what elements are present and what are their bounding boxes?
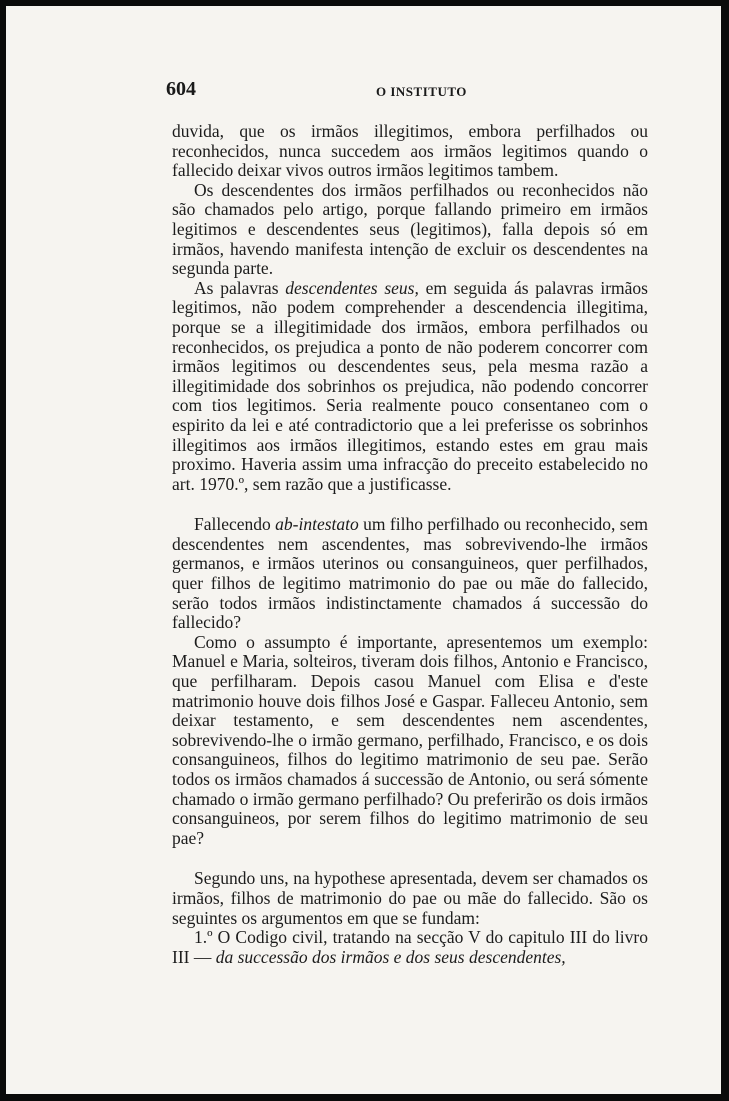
page-number: 604 xyxy=(166,78,196,100)
paragraph-1: duvida, que os irmãos illegitimos, embora perfilhados ou reconhecidos, nunca succedem aos irmãos legitimos quando o fallecido deixar vivos outros irmãos legitimos tambem. xyxy=(172,121,648,181)
paragraph-7-text-a: 1.º O Codigo civil, tratando na secção V do capitulo III do livro III — xyxy=(172,927,648,967)
body-text xyxy=(172,122,648,967)
book-page xyxy=(6,6,721,1094)
paragraph-3 xyxy=(172,279,648,495)
paragraph-6: Segundo uns, na hypothese apresentada, devem ser chamados os irmãos, filhos de matrimonio do pae ou mãe do fallecido. São os seguintes os argumentos em que se fundam: xyxy=(172,868,648,928)
paragraph-2: Os descendentes dos irmãos perfilhados ou reconhecidos não são chamados pelo artigo, porque fallando primeiro em irmãos legitimos e descendentes seus (legitimos), falla depois só em irmãos, havendo manifesta intenção de excluir os descendentes na segunda parte. xyxy=(172,179,648,279)
paragraph-4 xyxy=(172,515,648,633)
paragraph-4-text-a: Fallecendo xyxy=(194,514,276,535)
paragraph-3-emphasis: descendentes seus, xyxy=(285,277,419,298)
paragraph-5: Como o assumpto é importante, apresentemos um exemplo: Manuel e Maria, solteiros, tiveram dois filhos, Antonio e Francisco, que perfilharam. Depois casou Manuel com Elisa e d'este matrimonio houve dois filhos José e Gaspar. Falleceu Antonio, sem deixar testamento, e sem descendentes nem ascendentes, sobrevivendo-lhe o irmão germano, perfilhado, Francisco, e os dois consanguineos, filhos do legitimo matrimonio de seu pae. Serão todos os irmãos chamados á successão de Antonio, ou será sómente chamado o irmão germano perfilhado? Ou preferirão os dois irmãos consanguineos, por serem filhos do legitimo matrimonio de seu pae? xyxy=(172,631,648,848)
paragraph-3-text-a: As palavras xyxy=(194,277,286,298)
paragraph-7 xyxy=(172,928,648,967)
paragraph-7-emphasis: da successão dos irmãos e dos seus descendentes, xyxy=(215,946,566,967)
running-title: O INSTITUTO xyxy=(376,84,467,99)
paragraph-4-text-b: um filho perfilhado ou reconhecido, sem descendentes nem ascendentes, mas sobrevivendo-lhe irmãos germanos, e irmãos uterinos ou consanguineos, quer perfilhados, quer filhos de legitimo matrimonio do pae ou mãe do fallecido, serão todos irmãos indistinctamente chamados á successão do fallecido? xyxy=(172,514,648,633)
paragraph-3-text-b: em seguida ás palavras irmãos legitimos, não podem comprehender a descendencia illegitima, porque se a illegitimidade dos irmãos, embora perfilhados ou reconhecidos, os prejudica a ponto de não poderem concorrer com irmãos legitimos ou descendentes seus, pela mesma razão a illegitimidade dos sobrinhos os prejudica, não podendo concorrer com tios legitimos. Seria realmente pouco consentaneo com o espirito da lei e até contradictorio que a lei preferisse os sobrinhos illegitimos aos irmãos illegitimos, estando estes em grau mais proximo. Haveria assim uma infracção do preceito estabelecido no art. 1970.º, sem razão que a justificasse. xyxy=(172,277,648,494)
page-header xyxy=(166,78,646,106)
paragraph-4-emphasis: ab-intestato xyxy=(275,514,359,535)
